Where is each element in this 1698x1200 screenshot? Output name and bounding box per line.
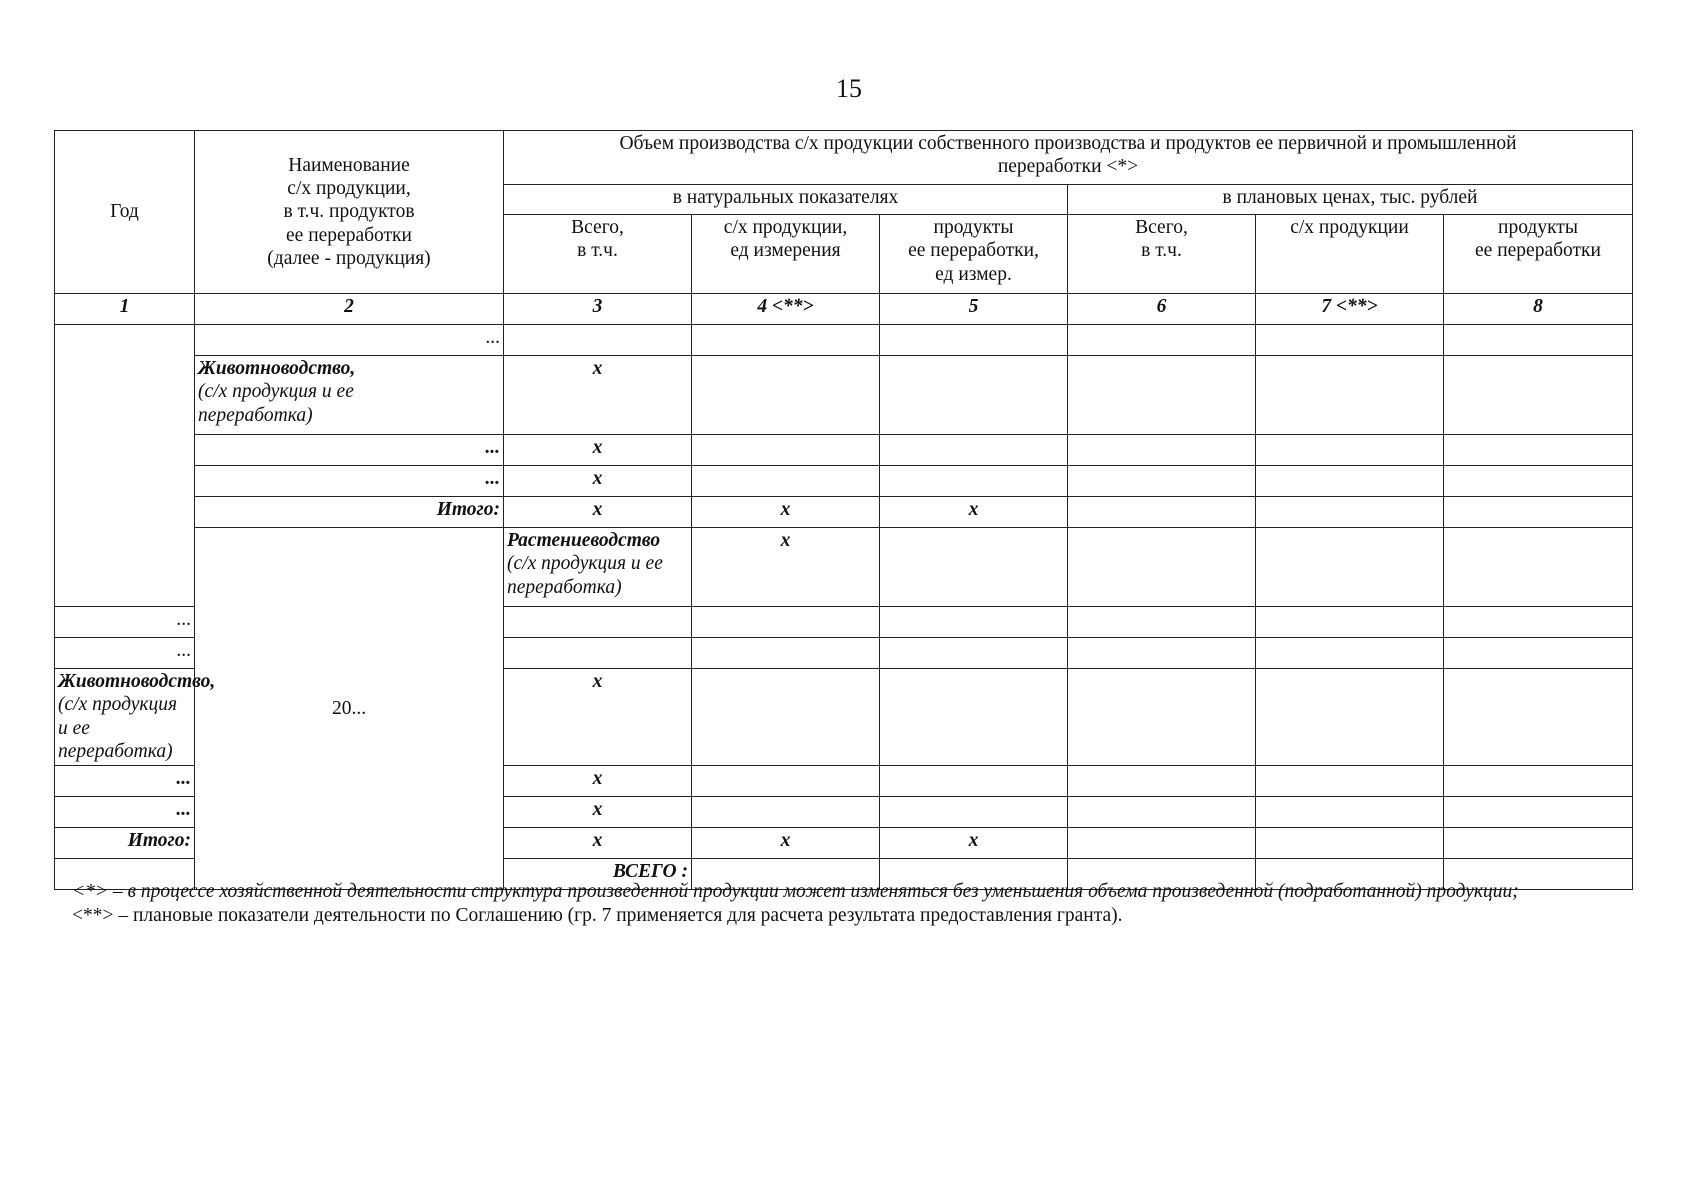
header-col6-line: Всего, <box>1135 217 1188 238</box>
cell <box>1444 607 1633 638</box>
cell <box>880 356 1068 435</box>
header-col5-line: ее переработки, <box>908 240 1039 262</box>
header-production-volume <box>504 131 1633 185</box>
year-cell-empty <box>55 325 195 607</box>
cell <box>1068 796 1256 827</box>
table-row <box>55 325 1633 356</box>
cell <box>1256 528 1444 607</box>
product-name-dots: ... <box>55 796 195 827</box>
product-name-dots: ... <box>195 325 504 356</box>
table-row <box>55 356 1633 435</box>
cell <box>692 638 880 669</box>
header-col7: с/х продукции <box>1256 215 1444 294</box>
cell <box>692 325 880 356</box>
category-title: Животноводство, <box>58 671 216 692</box>
category-title: Растениеводство <box>507 530 661 551</box>
cell-x: x <box>504 827 692 858</box>
cell <box>1068 827 1256 858</box>
cell <box>1444 827 1633 858</box>
footnote-2: <**> – плановые показатели деятельности по Соглашению (гр. 7 применяется для расчета результата предоставления гранта). <box>72 904 1123 926</box>
cell <box>1068 638 1256 669</box>
header-row-1 <box>55 131 1633 185</box>
category-title: Животноводство, <box>198 358 356 379</box>
header-name-line: с/х продукции, <box>287 177 411 199</box>
cell <box>1256 765 1444 796</box>
header-volume-line: переработки <*> <box>997 156 1139 178</box>
cell-x: x <box>692 528 880 607</box>
cell <box>880 669 1068 766</box>
cell <box>1256 669 1444 766</box>
footnote-1: <*> – в процессе хозяйственной деятельности структура произведенной продукции может изменяться без уменьшения объема произведенной (подработанной) продукции; <box>72 881 1519 902</box>
category-crop <box>504 528 692 607</box>
cell <box>880 325 1068 356</box>
production-volume-table <box>54 130 1633 890</box>
header-col4-line: с/х продукции, <box>723 217 848 238</box>
cell <box>1444 325 1633 356</box>
header-planned-prices: в плановых ценах, тыс. рублей <box>1068 185 1633 215</box>
grand-total-label: ВСЕГО : <box>504 858 692 889</box>
header-col6-line: в т.ч. <box>1141 240 1182 262</box>
product-name-dots: ... <box>55 765 195 796</box>
page-number: 15 <box>836 74 862 103</box>
product-name-dots: ... <box>55 607 195 638</box>
cell <box>1068 765 1256 796</box>
cell <box>692 796 880 827</box>
cell-x: x <box>504 765 692 796</box>
cell <box>1256 607 1444 638</box>
header-name-line: в т.ч. продуктов <box>283 201 415 223</box>
header-col5-line: продукты <box>933 217 1014 238</box>
cell-x: x <box>692 497 880 528</box>
footnotes <box>72 880 1632 928</box>
category-subtitle: (с/х продукция и ее <box>58 694 178 739</box>
header-col3-line: в т.ч. <box>577 240 618 262</box>
category-subtitle: переработка) <box>58 741 173 763</box>
cell <box>1444 669 1633 766</box>
cell <box>880 607 1068 638</box>
cell <box>504 325 692 356</box>
column-number: 3 <box>504 294 692 325</box>
header-col5-line: ед измер. <box>935 263 1012 285</box>
cell <box>1256 638 1444 669</box>
cell <box>692 356 880 435</box>
column-number: 7 <**> <box>1256 294 1444 325</box>
category-subtitle: (с/х продукция и ее <box>198 381 354 403</box>
cell <box>880 796 1068 827</box>
cell <box>1068 607 1256 638</box>
cell <box>692 435 880 466</box>
cell <box>1444 497 1633 528</box>
category-subtitle: (с/х продукция и ее <box>507 553 663 575</box>
header-col4 <box>692 215 880 294</box>
cell-x: x <box>880 497 1068 528</box>
column-number: 6 <box>1068 294 1256 325</box>
cell <box>504 638 692 669</box>
year-cell: 20... <box>195 528 504 890</box>
column-number: 4 <**> <box>692 294 880 325</box>
table-row <box>55 435 1633 466</box>
header-col3 <box>504 215 692 294</box>
cell <box>1444 435 1633 466</box>
cell <box>1068 528 1256 607</box>
cell <box>880 528 1068 607</box>
product-name-dots: ... <box>195 466 504 497</box>
cell-x: x <box>880 827 1068 858</box>
cell-x: x <box>504 796 692 827</box>
cell <box>692 466 880 497</box>
column-number-row <box>55 294 1633 325</box>
total-label: Итого: <box>55 827 195 858</box>
header-product-name <box>195 131 504 294</box>
cell <box>1256 466 1444 497</box>
header-year: Год <box>55 131 195 294</box>
cell <box>1068 669 1256 766</box>
cell <box>1444 765 1633 796</box>
total-label: Итого: <box>195 497 504 528</box>
category-livestock <box>195 356 504 435</box>
header-name-line: Наименование <box>288 154 410 176</box>
cell <box>692 669 880 766</box>
header-col8 <box>1444 215 1633 294</box>
header-col4-line: ед измерения <box>730 240 841 262</box>
cell-x: x <box>504 669 692 766</box>
cell <box>1444 796 1633 827</box>
cell <box>880 765 1068 796</box>
header-natural-indicators: в натуральных показателях <box>504 185 1068 215</box>
category-subtitle: переработка) <box>507 576 622 598</box>
cell-x: x <box>504 497 692 528</box>
category-livestock <box>55 669 216 766</box>
cell <box>1068 325 1256 356</box>
header-name-line: ее переработки <box>286 224 412 246</box>
cell <box>1256 325 1444 356</box>
cell <box>692 607 880 638</box>
column-number: 1 <box>55 294 195 325</box>
cell <box>1444 638 1633 669</box>
cell <box>1068 356 1256 435</box>
column-number: 2 <box>195 294 504 325</box>
cell <box>880 435 1068 466</box>
table-row <box>55 528 1633 607</box>
cell-x: x <box>692 827 880 858</box>
table-row-total <box>55 497 1633 528</box>
header-col3-line: Всего, <box>571 217 624 238</box>
product-name-dots: ... <box>195 435 504 466</box>
header-col8-line: ее переработки <box>1475 240 1601 262</box>
header-col5 <box>880 215 1068 294</box>
cell-x: x <box>504 466 692 497</box>
cell <box>692 765 880 796</box>
header-col8-line: продукты <box>1498 217 1578 238</box>
cell <box>1068 497 1256 528</box>
cell <box>1256 796 1444 827</box>
header-col6 <box>1068 215 1256 294</box>
cell <box>1444 466 1633 497</box>
cell <box>1256 827 1444 858</box>
table-row <box>55 466 1633 497</box>
product-name-dots: ... <box>55 638 195 669</box>
cell <box>1256 497 1444 528</box>
cell <box>880 466 1068 497</box>
category-subtitle: переработка) <box>198 404 313 426</box>
cell <box>1256 356 1444 435</box>
cell-x: x <box>504 356 692 435</box>
column-number: 8 <box>1444 294 1633 325</box>
cell <box>1444 356 1633 435</box>
column-number: 5 <box>880 294 1068 325</box>
cell <box>1444 528 1633 607</box>
cell-x: x <box>504 435 692 466</box>
cell <box>1256 435 1444 466</box>
cell <box>880 638 1068 669</box>
cell <box>1068 466 1256 497</box>
cell <box>504 607 692 638</box>
cell <box>1068 435 1256 466</box>
header-name-line: (далее - продукция) <box>267 248 431 270</box>
header-volume-line: Объем производства с/х продукции собственного производства и продуктов ее первичной и промышленной <box>619 133 1517 154</box>
